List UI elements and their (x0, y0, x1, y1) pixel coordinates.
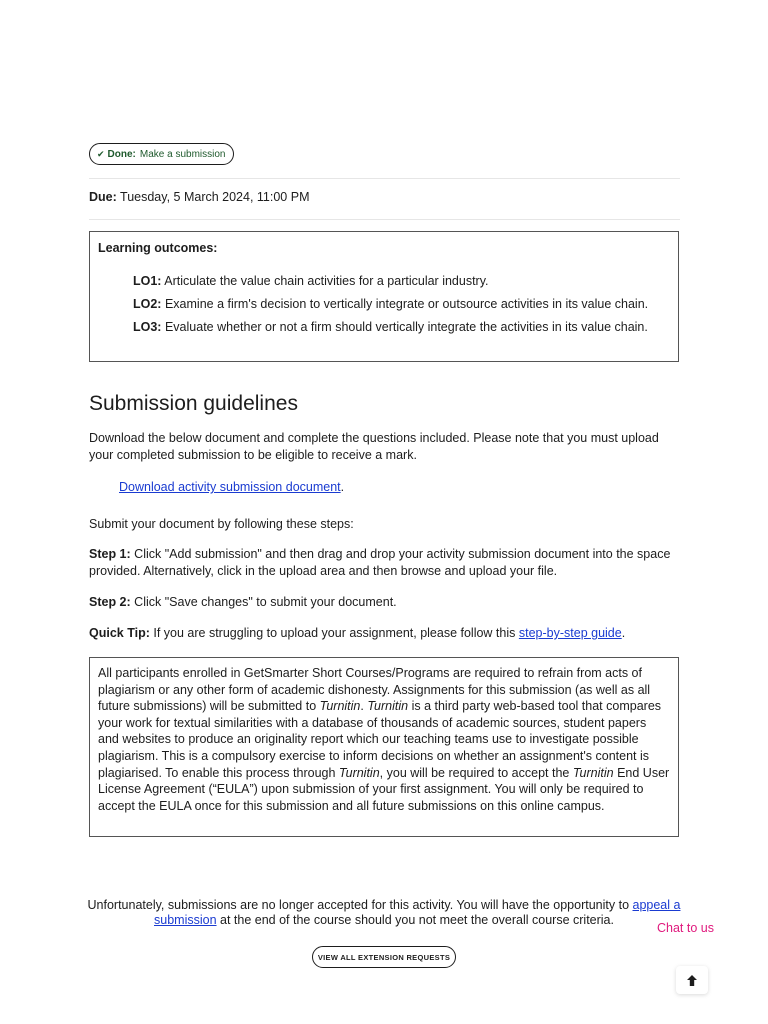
view-extension-requests-button[interactable]: VIEW ALL EXTENSION REQUESTS (312, 946, 456, 968)
learning-outcome-text: Evaluate whether or not a firm should vertically integrate the activities in its value chain. (164, 320, 648, 334)
appeal-submission-link[interactable]: appeal a submission (154, 898, 681, 927)
learning-outcome-code: LO2: (133, 297, 162, 311)
step-2-text: Click "Save changes" to submit your document. (134, 595, 397, 609)
policy-text: is a third party web-based tool that compares your work for textual similarities with a database of thousands of academic sources, student papers and websites to produce an originality report which our teaching teams use to investigate possible plagiarism. This is a compulsory exercise to inform decisions on whether an assignment's content is plagiarised. To enable this process through (98, 699, 662, 780)
policy-text: All participants enrolled in GetSmarter Short Courses/Programs are required to refrain from acts of plagiarism or any other form of academic dishonesty. Assignments for this submission (as well as all future submissions) will be submitted to (98, 666, 651, 714)
download-line (119, 480, 344, 494)
closed-text: Unfortunately, submissions are no longer accepted for this activity. You will have the opportunity to (87, 898, 633, 912)
download-suffix: . (340, 480, 345, 494)
learning-outcome-code: LO3: (133, 320, 162, 334)
learning-outcomes-box (89, 231, 679, 362)
done-text: Make a submission (139, 148, 226, 160)
step-2-label: Step 2: (89, 595, 131, 609)
check-icon: ✔ (97, 148, 105, 159)
policy-text: , you will be required to accept the (379, 765, 573, 780)
learning-outcome-code: LO1: (133, 274, 162, 288)
closed-text: at the end of the course should you not meet the overall course criteria. (216, 913, 614, 927)
completion-status-badge (89, 143, 234, 165)
learning-outcome-item (133, 274, 489, 288)
learning-outcome-item (133, 297, 648, 311)
arrow-up-icon (687, 975, 697, 986)
learning-outcomes-title: Learning outcomes: (98, 241, 218, 255)
divider (89, 219, 680, 220)
plagiarism-policy-box (89, 657, 679, 837)
due-date (89, 190, 309, 204)
turnitin-name: Turnitin (572, 765, 614, 780)
done-label: Done: (107, 148, 136, 160)
learning-outcome-item (133, 320, 648, 334)
quick-tip (89, 625, 681, 642)
turnitin-name: Turnitin (338, 765, 380, 780)
policy-text: End User License Agreement (“EULA”) upon submission of your first assignment. You will only be required to accept the EULA once for this submission and all future submissions on this online campus. (98, 765, 670, 813)
quick-tip-text: If you are struggling to upload your assignment, please follow this (153, 626, 516, 640)
step-1-text: Click "Add submission" and then drag and drop your activity submission document into the space provided. Alternatively, click in the upload area and then browse and upload your file. (89, 547, 671, 578)
quick-tip-label: Quick Tip: (89, 626, 150, 640)
learning-outcome-text: Examine a firm's decision to vertically integrate or outsource activities in its value chain. (164, 297, 649, 311)
back-to-top-button[interactable] (676, 966, 708, 994)
chat-to-us-link[interactable]: Chat to us (657, 921, 714, 935)
guidelines-intro: Download the below document and complete the questions included. Please note that you must upload your completed submission to be eligible to receive a mark. (89, 431, 659, 462)
steps-intro: Submit your document by following these steps: (89, 517, 354, 531)
turnitin-name: Turnitin (367, 699, 409, 714)
turnitin-name: Turnitin (319, 699, 361, 714)
divider (89, 178, 680, 179)
step-by-step-guide-link[interactable]: step-by-step guide (518, 626, 622, 640)
learning-outcome-text: Articulate the value chain activities for a particular industry. (164, 274, 489, 288)
submissions-closed-message (70, 898, 698, 928)
due-label: Due: (89, 190, 117, 204)
step-1 (89, 546, 681, 580)
quick-tip-suffix: . (621, 626, 626, 640)
step-2 (89, 594, 681, 611)
due-value: Tuesday, 5 March 2024, 11:00 PM (120, 190, 310, 204)
download-document-link[interactable]: Download activity submission document (119, 480, 341, 494)
submission-guidelines-heading: Submission guidelines (89, 392, 298, 415)
step-1-label: Step 1: (89, 547, 131, 561)
policy-text: . (360, 699, 368, 714)
